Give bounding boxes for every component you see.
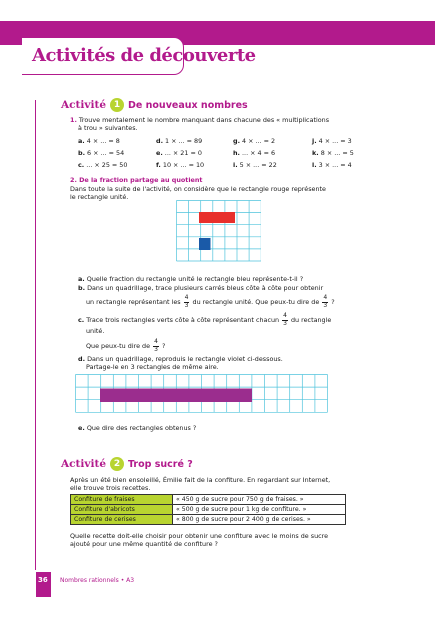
activity-2-question: Quelle recette doit-elle choisir pour obtenir une confiture avec le moins de sucre [70, 532, 329, 540]
red-unit-rectangle [199, 212, 235, 223]
item-key: d. [156, 137, 164, 145]
item-expression: 4 × ... = 8 [84, 137, 120, 145]
unit-rectangle-grid [176, 200, 261, 268]
item-key: f. [156, 161, 161, 169]
activity-2-intro: Après un été bien ensoleillé, Émilie fait de la confiture. En regardant sur Internet, [70, 476, 331, 484]
activity-title: De nouveaux nombres [128, 99, 248, 111]
item-text: Que peux-tu dire de [86, 342, 151, 350]
fraction-numerator: 4 [184, 294, 189, 302]
activity-number-badge: 1 [110, 98, 124, 112]
multiplication-item [156, 137, 202, 146]
activity-2-intro-line2: elle trouve trois recettes. [70, 484, 151, 492]
question-c-line3 [86, 339, 165, 353]
multiplication-item [78, 161, 127, 170]
chapter-footer: Nombres rationnels • A3 [60, 577, 135, 584]
question-a [78, 275, 303, 284]
item-expression: 3 × ... = 4 [316, 161, 352, 169]
question-2-intro: Dans toute la suite de l'activité, on considère que le rectangle rouge représente [70, 185, 326, 193]
item-key: i. [233, 161, 238, 169]
item-text: Dans un quadrillage, reproduis le rectangle violet ci-dessous. [87, 355, 283, 363]
fraction [322, 295, 328, 309]
item-expression: 1 × ... = 89 [163, 137, 203, 145]
page-number: 36 [38, 576, 48, 584]
item-expression: 4 × ... = 2 [240, 137, 276, 145]
item-key: g. [233, 137, 241, 145]
question-b [78, 284, 323, 293]
question-2-title: 2. De la fraction partage au quotient [70, 176, 203, 184]
item-key: h. [233, 149, 240, 157]
fraction-denominator: 3 [283, 319, 287, 327]
item-expression: ... × 21 = 0 [162, 149, 202, 157]
recipe-ratio: « 450 g de sucre pour 750 g de fraises. » [173, 495, 346, 505]
fraction [153, 339, 159, 353]
item-expression: 8 × ... = 5 [318, 149, 354, 157]
fraction-numerator: 4 [154, 338, 158, 346]
question-e [78, 424, 196, 433]
item-text: ? [161, 342, 166, 350]
item-text: du rectangle unité. Que peux-tu dire de [192, 298, 320, 306]
multiplication-item [233, 149, 275, 158]
question-c [78, 313, 331, 327]
item-expression: 10 × ... = 10 [160, 161, 205, 169]
item-expression: 6 × ... = 54 [85, 149, 125, 157]
item-expression: 4 × ... = 3 [316, 137, 352, 145]
fraction-denominator: 3 [154, 345, 158, 353]
fraction-denominator: 3 [184, 301, 189, 309]
item-key: k. [312, 149, 319, 157]
multiplication-item [312, 137, 352, 146]
item-expression: ... × 4 = 6 [239, 149, 276, 157]
question-1-line2: à trou » suivantes. [78, 124, 138, 132]
table-row [71, 505, 346, 515]
activity-label: Activité [61, 99, 106, 111]
question-2-intro-line2: le rectangle unité. [70, 193, 129, 201]
item-text: Que dire des rectangles obtenus ? [86, 424, 197, 432]
multiplication-item [156, 149, 202, 158]
question-b-line2 [86, 295, 335, 309]
item-key: e. [78, 424, 85, 432]
item-expression: ... × 25 = 50 [84, 161, 128, 169]
activity-number-badge: 2 [110, 457, 124, 471]
item-key: a. [78, 275, 85, 283]
question-d-line2: Partage-le en 3 rectangles de même aire. [86, 363, 219, 371]
item-key: a. [78, 137, 85, 145]
multiplication-item [78, 137, 120, 146]
item-key: c. [78, 316, 85, 324]
fraction [282, 313, 288, 327]
activity-2-heading [61, 457, 193, 471]
item-text: Dans un quadrillage, trace plusieurs carrés bleus côte à côte pour obtenir [87, 284, 324, 292]
multiplication-item [233, 137, 275, 146]
question-number: 1. [70, 116, 77, 124]
multiplication-item [312, 161, 352, 170]
question-c-line2: unité. [86, 327, 105, 335]
recipe-name: Confiture d'abricots [71, 505, 173, 515]
multiplication-item [156, 161, 204, 170]
activity-2-question-line2: ajouté pour une même quantité de confiture ? [70, 540, 218, 548]
item-text: Trace trois rectangles verts côte à côte représentant chacun [86, 316, 280, 324]
item-key: d. [78, 355, 86, 363]
fraction-numerator: 4 [323, 294, 328, 302]
recipe-name: Confiture de cerises [71, 515, 173, 525]
fraction-numerator: 4 [283, 312, 287, 320]
item-text: un rectangle représentant les [86, 298, 181, 306]
blue-square [199, 238, 211, 250]
item-text: du rectangle [291, 316, 332, 324]
recipe-name: Confiture de fraises [71, 495, 173, 505]
activity-label: Activité [61, 458, 106, 470]
item-expression: 5 × ... = 22 [237, 161, 277, 169]
margin-rule [35, 100, 36, 570]
violet-rectangle-grid [75, 374, 330, 416]
fraction [184, 295, 190, 309]
item-key: b. [78, 284, 86, 292]
activity-title: Trop sucré ? [128, 458, 193, 470]
item-key: j. [312, 137, 317, 145]
activity-1-heading [61, 98, 248, 112]
violet-rectangle [100, 389, 252, 403]
item-text: ? [331, 298, 335, 306]
table-row [71, 515, 346, 525]
multiplication-item [78, 149, 124, 158]
item-key: l. [312, 161, 317, 169]
recipe-ratio: « 500 g de sucre pour 1 kg de confiture. » [173, 505, 346, 515]
fraction-denominator: 3 [323, 301, 328, 309]
recipe-ratio: « 800 g de sucre pour 2 400 g de cerises. » [173, 515, 346, 525]
item-key: c. [78, 161, 85, 169]
multiplication-item [233, 161, 277, 170]
item-key: e. [156, 149, 163, 157]
recipes-table [70, 494, 346, 525]
page-title: Activités de découverte [32, 45, 256, 66]
table-row [71, 495, 346, 505]
item-text: Quelle fraction du rectangle unité le rectangle bleu représente-t-il ? [86, 275, 304, 283]
item-key: b. [78, 149, 86, 157]
question-line: Trouve mentalement le nombre manquant dans chacune des « multiplications [78, 116, 330, 124]
multiplication-item [312, 149, 354, 158]
